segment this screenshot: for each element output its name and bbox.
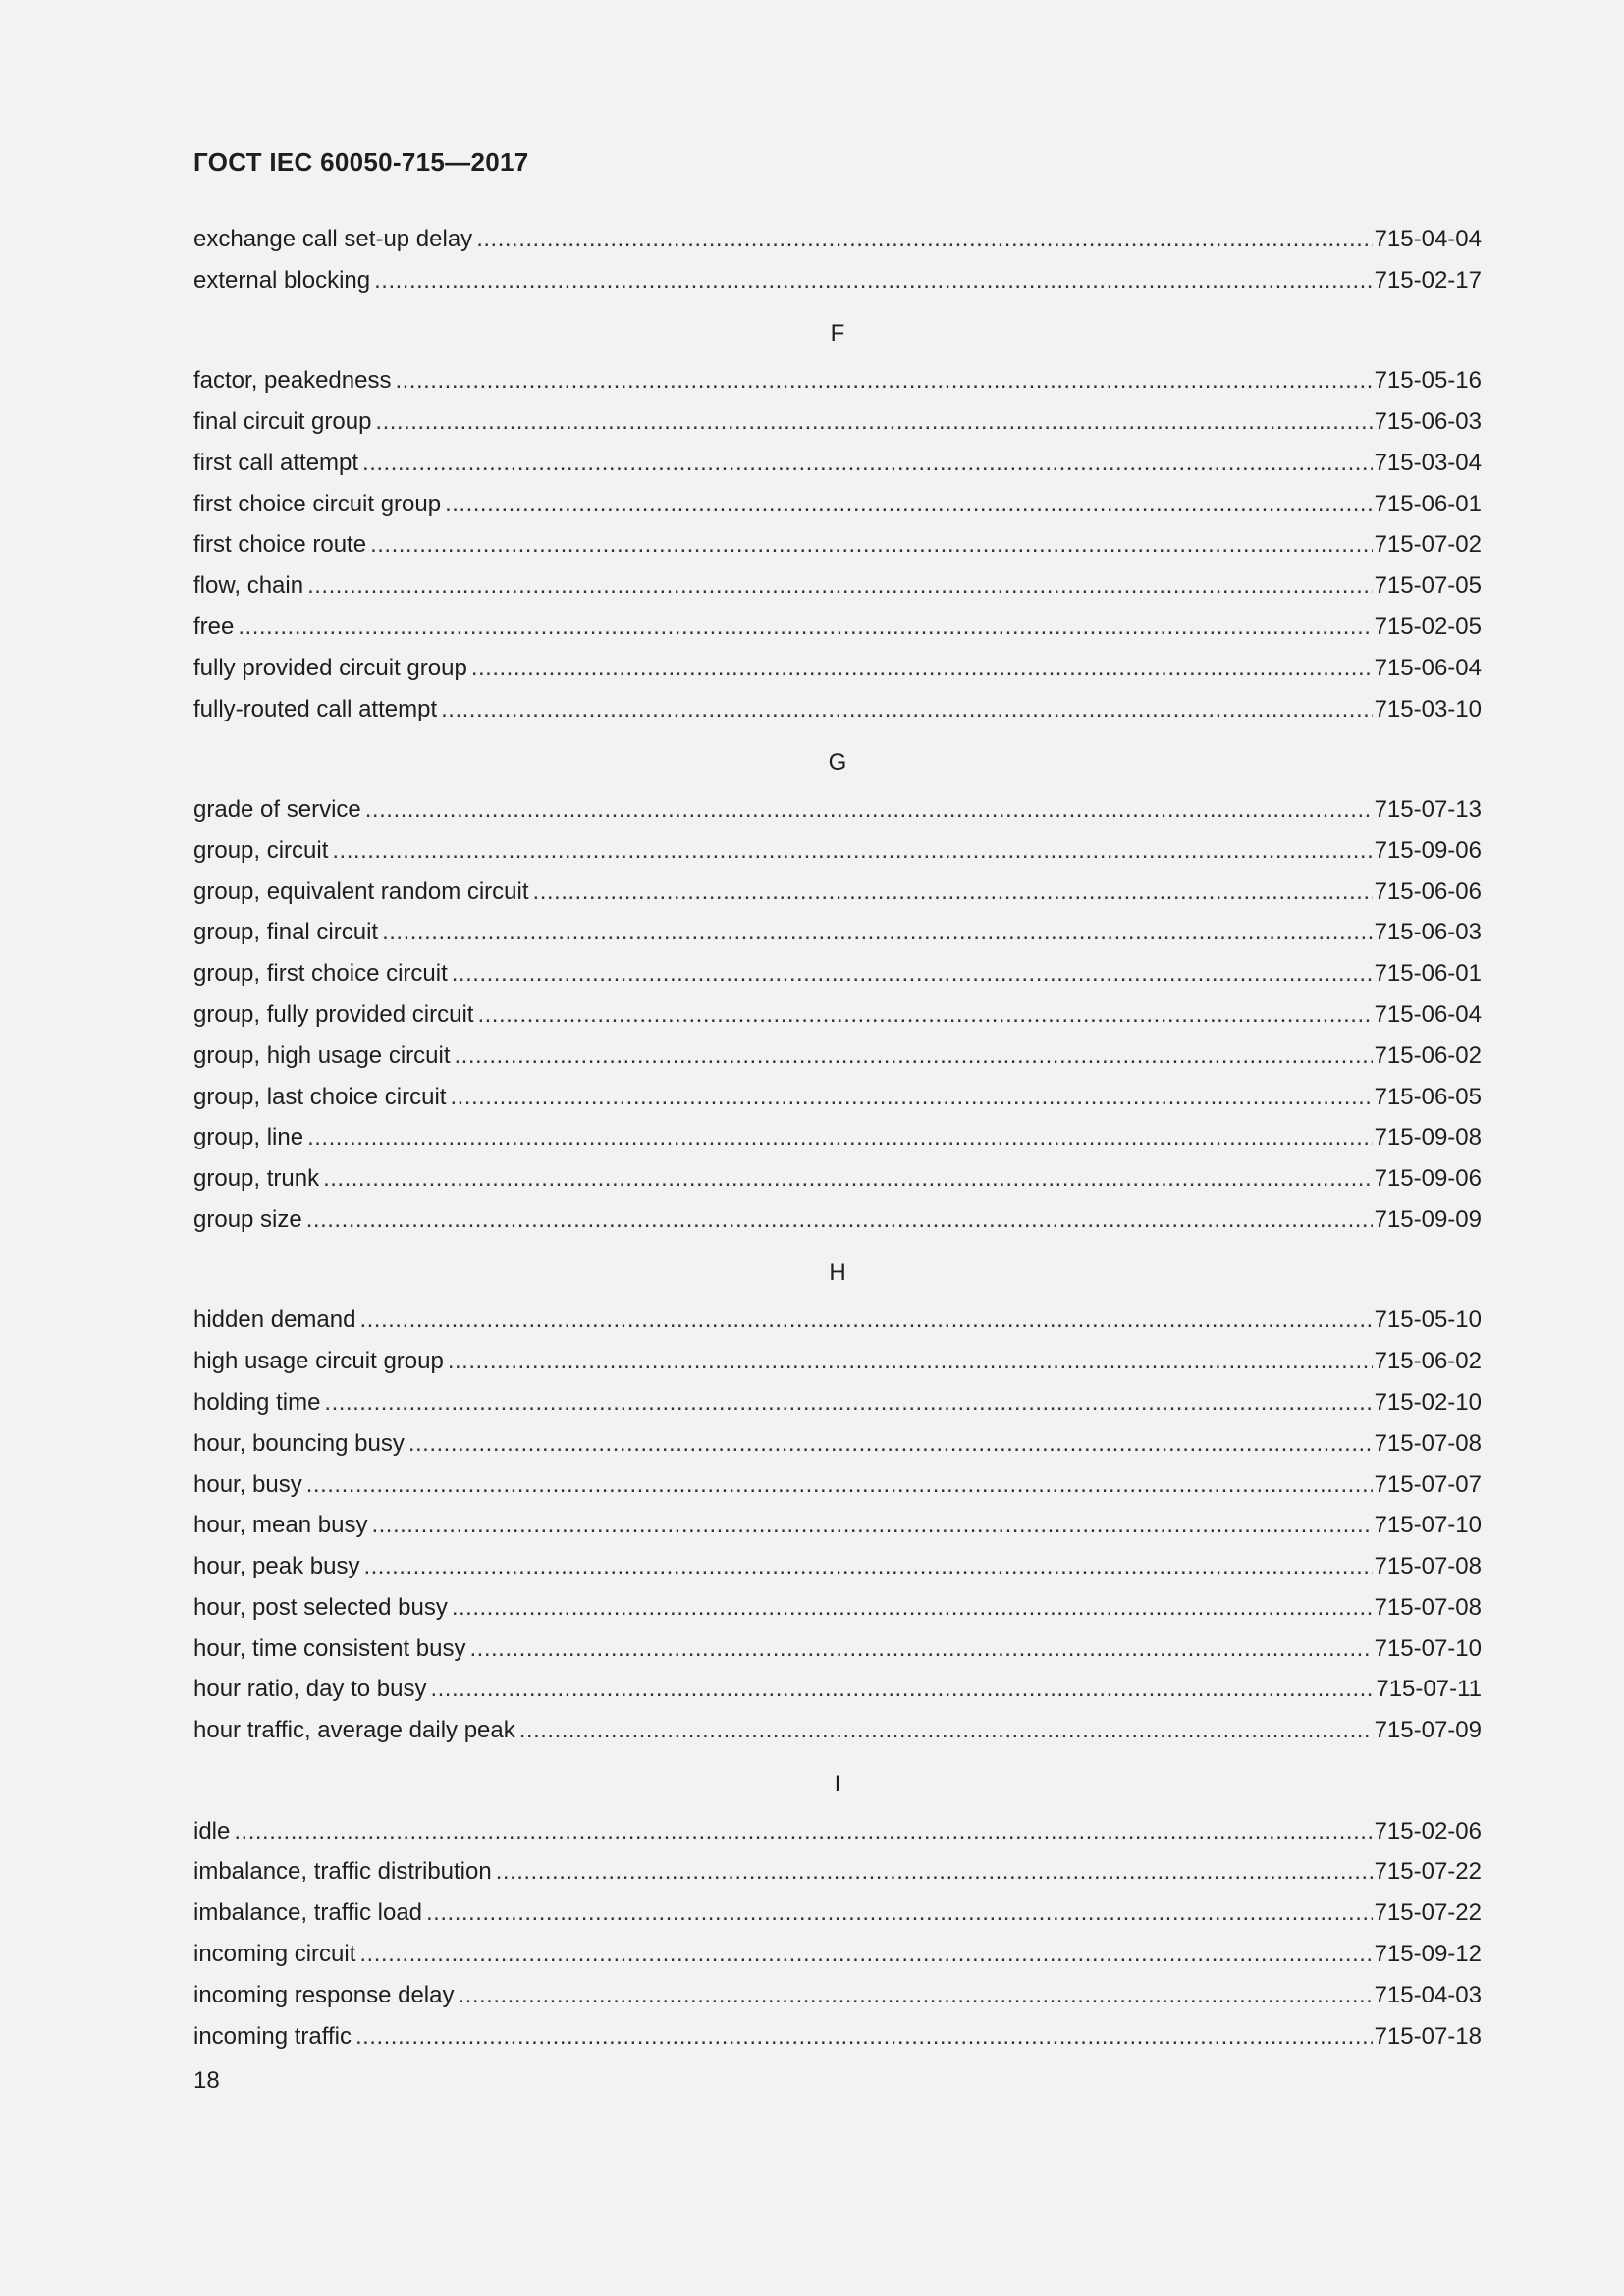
index-reference: 715-09-09 bbox=[1374, 1205, 1482, 1233]
index-entry bbox=[193, 1341, 1482, 1382]
index-reference: 715-06-05 bbox=[1374, 1083, 1482, 1110]
index-entry bbox=[193, 1893, 1482, 1934]
index-reference: 715-06-06 bbox=[1374, 878, 1482, 905]
section-letter: I bbox=[834, 1770, 841, 1797]
dot-leader bbox=[441, 689, 1372, 730]
index-term: fully provided circuit group bbox=[193, 654, 467, 681]
section-letter: G bbox=[828, 748, 847, 775]
index-reference: 715-07-13 bbox=[1374, 795, 1482, 823]
index-entry bbox=[193, 484, 1482, 525]
dot-leader bbox=[471, 648, 1373, 689]
dot-leader bbox=[355, 2016, 1373, 2057]
index-term: group, last choice circuit bbox=[193, 1083, 447, 1110]
index-reference: 715-09-12 bbox=[1374, 1941, 1482, 1968]
section-letter: F bbox=[830, 320, 845, 347]
index-term: incoming response delay bbox=[193, 1981, 455, 2008]
index-entry bbox=[193, 2016, 1482, 2057]
index-term: hour, post selected busy bbox=[193, 1593, 448, 1621]
index-term: group, first choice circuit bbox=[193, 960, 448, 988]
index-entry bbox=[193, 953, 1482, 994]
index-term: hour, busy bbox=[193, 1470, 302, 1498]
index-entry bbox=[193, 1934, 1482, 1975]
dot-leader bbox=[448, 1341, 1373, 1382]
dot-leader bbox=[363, 1546, 1372, 1587]
index-entry bbox=[193, 1423, 1482, 1465]
index-entry bbox=[193, 1546, 1482, 1587]
index-entry bbox=[193, 1505, 1482, 1546]
index-reference: 715-07-08 bbox=[1374, 1429, 1482, 1457]
dot-leader bbox=[533, 872, 1373, 913]
index-entry bbox=[193, 1629, 1482, 1670]
index-term: hour ratio, day to busy bbox=[193, 1676, 427, 1703]
index-reference: 715-07-02 bbox=[1374, 531, 1482, 559]
term-index bbox=[193, 219, 1482, 2056]
index-reference: 715-02-05 bbox=[1374, 613, 1482, 640]
index-reference: 715-09-08 bbox=[1374, 1124, 1482, 1151]
index-entry bbox=[193, 360, 1482, 401]
index-entry bbox=[193, 689, 1482, 730]
index-reference: 715-09-06 bbox=[1374, 1165, 1482, 1193]
index-entry bbox=[193, 219, 1482, 260]
dot-leader bbox=[374, 260, 1372, 301]
dot-leader bbox=[359, 1300, 1372, 1341]
dot-leader bbox=[452, 953, 1373, 994]
index-entry bbox=[193, 1851, 1482, 1893]
index-entry bbox=[193, 912, 1482, 953]
index-reference: 715-06-04 bbox=[1374, 1000, 1482, 1028]
index-reference: 715-02-17 bbox=[1374, 266, 1482, 294]
dot-leader bbox=[455, 1036, 1373, 1077]
index-term: group, equivalent random circuit bbox=[193, 878, 529, 905]
dot-leader bbox=[450, 1077, 1372, 1118]
index-term: first call attempt bbox=[193, 449, 359, 476]
index-entry bbox=[193, 1117, 1482, 1158]
dot-leader bbox=[238, 607, 1372, 648]
dot-leader bbox=[445, 484, 1372, 525]
dot-leader bbox=[307, 1117, 1373, 1158]
index-term: group size bbox=[193, 1205, 302, 1233]
dot-leader bbox=[324, 1382, 1372, 1423]
dot-leader bbox=[452, 1587, 1373, 1629]
index-term: imbalance, traffic load bbox=[193, 1899, 423, 1927]
index-entry bbox=[193, 260, 1482, 301]
index-term: hidden demand bbox=[193, 1307, 356, 1334]
index-term: hour, time consistent busy bbox=[193, 1634, 466, 1662]
index-entry bbox=[193, 1382, 1482, 1423]
index-term: external blocking bbox=[193, 266, 371, 294]
dot-leader bbox=[234, 1811, 1372, 1852]
dot-leader bbox=[359, 1934, 1372, 1975]
index-term: group, circuit bbox=[193, 836, 329, 864]
index-entry bbox=[193, 1300, 1482, 1341]
dot-leader bbox=[306, 1200, 1373, 1241]
dot-leader bbox=[459, 1975, 1373, 2016]
index-term: final circuit group bbox=[193, 407, 372, 435]
dot-leader bbox=[408, 1423, 1373, 1465]
index-reference: 715-04-04 bbox=[1374, 226, 1482, 252]
index-term: high usage circuit group bbox=[193, 1348, 444, 1375]
dot-leader bbox=[426, 1893, 1373, 1934]
index-term: factor, peakedness bbox=[193, 367, 392, 395]
dot-leader bbox=[476, 219, 1372, 260]
index-reference: 715-02-06 bbox=[1374, 1817, 1482, 1844]
index-term: hour, mean busy bbox=[193, 1512, 368, 1539]
index-term: first choice route bbox=[193, 531, 367, 559]
dot-leader bbox=[307, 565, 1373, 607]
index-term: free bbox=[193, 613, 235, 640]
index-entry bbox=[193, 1710, 1482, 1751]
index-term: grade of service bbox=[193, 795, 361, 823]
index-entry bbox=[193, 565, 1482, 607]
index-reference: 715-07-11 bbox=[1376, 1676, 1482, 1703]
index-term: group, final circuit bbox=[193, 919, 379, 946]
index-term: incoming traffic bbox=[193, 2022, 352, 2050]
dot-leader bbox=[496, 1851, 1373, 1893]
index-term: hour traffic, average daily peak bbox=[193, 1717, 515, 1744]
dot-leader bbox=[469, 1629, 1372, 1670]
index-term: hour, bouncing busy bbox=[193, 1429, 405, 1457]
index-entry bbox=[193, 524, 1482, 565]
index-reference: 715-06-01 bbox=[1374, 490, 1482, 517]
index-reference: 715-04-03 bbox=[1374, 1981, 1482, 2008]
index-term: first choice circuit group bbox=[193, 490, 442, 517]
index-entry bbox=[193, 1036, 1482, 1077]
index-term: group, trunk bbox=[193, 1165, 320, 1193]
index-reference: 715-05-10 bbox=[1374, 1307, 1482, 1334]
dot-leader bbox=[365, 789, 1373, 830]
dot-leader bbox=[430, 1669, 1374, 1710]
dot-leader bbox=[323, 1158, 1373, 1200]
dot-leader bbox=[332, 830, 1372, 872]
index-entry bbox=[193, 1669, 1482, 1710]
dot-leader bbox=[371, 1505, 1372, 1546]
index-term: flow, chain bbox=[193, 572, 304, 600]
section-letter: H bbox=[829, 1259, 846, 1287]
index-reference: 715-03-04 bbox=[1374, 449, 1482, 476]
index-reference: 715-07-10 bbox=[1374, 1634, 1482, 1662]
index-reference: 715-02-10 bbox=[1374, 1388, 1482, 1415]
index-reference: 715-06-04 bbox=[1374, 654, 1482, 681]
index-term: group, fully provided circuit bbox=[193, 1000, 474, 1028]
index-entry bbox=[193, 1811, 1482, 1852]
index-term: exchange call set-up delay bbox=[193, 226, 473, 252]
index-reference: 715-09-06 bbox=[1374, 836, 1482, 864]
page-number: 18 bbox=[193, 2067, 220, 2094]
index-term: hour, peak busy bbox=[193, 1553, 360, 1580]
index-reference: 715-07-07 bbox=[1374, 1470, 1482, 1498]
index-reference: 715-07-22 bbox=[1374, 1858, 1482, 1886]
index-reference: 715-07-09 bbox=[1374, 1717, 1482, 1744]
index-entry bbox=[193, 401, 1482, 443]
document-header: ГОСТ IEC 60050-715—2017 bbox=[193, 147, 529, 177]
index-term: holding time bbox=[193, 1388, 321, 1415]
index-reference: 715-06-01 bbox=[1374, 960, 1482, 988]
index-entry bbox=[193, 872, 1482, 913]
index-term: incoming circuit bbox=[193, 1941, 356, 1968]
index-reference: 715-06-02 bbox=[1374, 1041, 1482, 1069]
index-entry bbox=[193, 1077, 1482, 1118]
index-reference: 715-07-05 bbox=[1374, 572, 1482, 600]
index-entry bbox=[193, 1158, 1482, 1200]
dot-leader bbox=[477, 994, 1372, 1036]
index-reference: 715-07-08 bbox=[1374, 1593, 1482, 1621]
index-term: fully-routed call attempt bbox=[193, 695, 438, 722]
index-reference: 715-03-10 bbox=[1374, 695, 1482, 722]
dot-leader bbox=[395, 360, 1372, 401]
index-reference: 715-07-18 bbox=[1374, 2022, 1482, 2050]
index-term: idle bbox=[193, 1817, 231, 1844]
index-term: group, line bbox=[193, 1124, 304, 1151]
dot-leader bbox=[519, 1710, 1373, 1751]
dot-leader bbox=[370, 524, 1373, 565]
index-reference: 715-06-03 bbox=[1374, 407, 1482, 435]
index-entry bbox=[193, 1587, 1482, 1629]
index-entry bbox=[193, 830, 1482, 872]
index-entry bbox=[193, 1975, 1482, 2016]
index-term: imbalance, traffic distribution bbox=[193, 1858, 492, 1886]
dot-leader bbox=[382, 912, 1372, 953]
index-entry bbox=[193, 443, 1482, 484]
index-entry bbox=[193, 789, 1482, 830]
index-reference: 715-07-10 bbox=[1374, 1512, 1482, 1539]
dot-leader bbox=[362, 443, 1373, 484]
index-reference: 715-06-03 bbox=[1374, 919, 1482, 946]
index-reference: 715-06-02 bbox=[1374, 1348, 1482, 1375]
index-entry bbox=[193, 1465, 1482, 1506]
index-entry bbox=[193, 994, 1482, 1036]
index-reference: 715-07-08 bbox=[1374, 1553, 1482, 1580]
index-entry bbox=[193, 1200, 1482, 1241]
index-entry bbox=[193, 648, 1482, 689]
index-reference: 715-07-22 bbox=[1374, 1899, 1482, 1927]
dot-leader bbox=[375, 401, 1372, 443]
dot-leader bbox=[306, 1465, 1373, 1506]
index-entry bbox=[193, 607, 1482, 648]
index-term: group, high usage circuit bbox=[193, 1041, 451, 1069]
index-reference: 715-05-16 bbox=[1374, 367, 1482, 395]
